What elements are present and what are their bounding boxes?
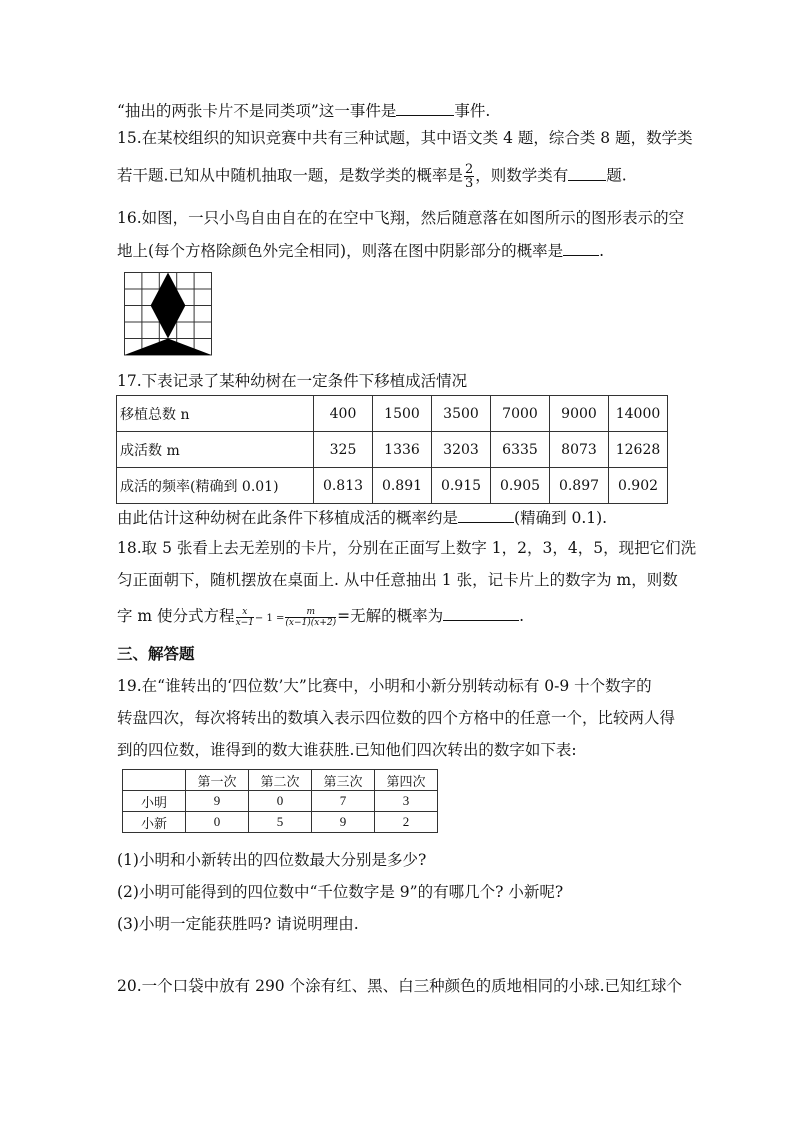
q18-text: 字 m 使分式方程: [117, 607, 235, 625]
fraction-denominator: (x−1)(x+2): [285, 617, 337, 628]
table-row: [117, 396, 668, 432]
row-label: 小明: [123, 791, 186, 812]
q18-line1: 18.取 5 张看上去无差别的卡片，分别在正面写上数字 1，2，3，4，5，现把它们洗: [117, 539, 697, 557]
table-cell: 1336: [373, 432, 432, 468]
q15-blank: [568, 166, 606, 181]
fraction-denominator: x−1: [235, 617, 254, 628]
q15-text-end: 题.: [606, 166, 627, 185]
q16-text-end: .: [599, 242, 605, 260]
q15-text-mid: ，则数学类有: [475, 166, 569, 185]
section-heading: 三、解答题: [117, 644, 195, 663]
table-row: [117, 468, 668, 504]
table-cell: 5: [249, 812, 312, 833]
q14-text-end: 事件.: [454, 102, 491, 120]
q18-line3: [117, 606, 524, 629]
q17-text: 由此估计这种幼树在此条件下移植成活的概率约是: [117, 509, 459, 527]
table-header-row: [123, 770, 438, 791]
row-label: 成活的频率(精确到 0.01): [117, 468, 314, 504]
q14-tail: [117, 101, 490, 121]
q19-sub2: (2)小明可能得到的四位数中“千位数字是 9”的有哪几个? 小新呢?: [117, 883, 564, 901]
table-cell: 8073: [550, 432, 609, 468]
q17-title: 17.下表记录了某种幼树在一定条件下移植成活情况: [117, 372, 468, 390]
table-cell: 0.915: [432, 468, 491, 504]
q15-fraction: [464, 163, 474, 190]
table-cell: 3500: [432, 396, 491, 432]
table-cell: 12628: [609, 432, 668, 468]
table-cell: 9: [186, 791, 249, 812]
table-row: [123, 791, 438, 812]
table-cell: 0.897: [550, 468, 609, 504]
table-row: [117, 432, 668, 468]
q16-grid-figure: [124, 272, 212, 356]
table-cell: 6335: [491, 432, 550, 468]
table-cell: 0: [186, 812, 249, 833]
fraction-numerator: m: [285, 607, 336, 618]
table-cell: 14000: [609, 396, 668, 432]
fraction-numerator: 2: [464, 162, 474, 177]
q15-line2: [117, 163, 627, 190]
row-label: 移植总数 n: [117, 396, 314, 432]
triangle-left: [125, 339, 169, 356]
q18-fraction-1: [236, 607, 254, 628]
q18-text-mid: =无解的概率为: [337, 607, 444, 625]
q20-line1: 20.一个口袋中放有 290 个涂有红、黑、白三种颜色的质地相同的小球.已知红球个: [117, 977, 683, 995]
table-cell: 0: [249, 791, 312, 812]
header-cell: [123, 770, 186, 791]
q17-after: [117, 508, 607, 528]
q16-line1: 16.如图，一只小鸟自由自在的在空中飞翔，然后随意落在如图所示的图形表示的空: [117, 209, 685, 227]
table-cell: 0.905: [491, 468, 550, 504]
q19-table: [122, 769, 438, 833]
table-cell: 9000: [550, 396, 609, 432]
table-cell: 7000: [491, 396, 550, 432]
table-cell: 0.891: [373, 468, 432, 504]
q15-line1: 15.在某校组织的知识竞赛中共有三种试题，其中语文类 4 题，综合类 8 题，数学类: [117, 129, 693, 147]
row-label: 成活数 m: [117, 432, 314, 468]
triangle-right: [168, 339, 212, 356]
q19-sub3: (3)小明一定能获胜吗? 请说明理由.: [117, 915, 359, 933]
q14-text: “抽出的两张卡片不是同类项”这一事件是: [117, 102, 397, 120]
header-cell: 第二次: [249, 770, 312, 791]
q17-text-end: (精确到 0.1).: [514, 509, 608, 527]
table-cell: 7: [312, 791, 375, 812]
q19-line2: 转盘四次，每次将转出的数填入表示四位数的四个方格中的任意一个，比较两人得: [117, 709, 676, 727]
q19-sub1: (1)小明和小新转出的四位数最大分别是多少?: [117, 851, 427, 869]
header-cell: 第一次: [186, 770, 249, 791]
fraction-denominator: 3: [464, 176, 474, 191]
q18-line2: 匀正面朝下，随机摆放在桌面上. 从中任意抽出 1 张，记卡片上的数字为 m，则数: [117, 571, 678, 589]
q16-blank: [563, 241, 599, 256]
q17-table: [116, 395, 668, 504]
table-cell: 1500: [373, 396, 432, 432]
table-cell: 325: [314, 432, 373, 468]
q18-minus-one: − 1 =: [254, 613, 285, 624]
q19-line3: 到的四位数，谁得到的数大谁获胜.已知他们四次转出的数字如下表:: [117, 741, 577, 759]
header-cell: 第三次: [312, 770, 375, 791]
table-cell: 9: [312, 812, 375, 833]
q17-blank: [458, 508, 514, 523]
q18-blank: [443, 606, 519, 621]
table-cell: 3: [375, 791, 438, 812]
q18-fraction-2: [285, 607, 336, 628]
table-row: [123, 812, 438, 833]
q14-blank: [396, 101, 454, 116]
q15-text: 若干题.已知从中随机抽取一题，是数学类的概率是: [117, 166, 463, 185]
kite-shape: [151, 273, 186, 339]
row-label: 小新: [123, 812, 186, 833]
table-cell: 0.813: [314, 468, 373, 504]
q16-line2: [117, 241, 604, 261]
fraction-numerator: x: [236, 607, 254, 618]
table-cell: 400: [314, 396, 373, 432]
q18-text-end: .: [519, 607, 525, 625]
table-cell: 3203: [432, 432, 491, 468]
table-cell: 2: [375, 812, 438, 833]
q16-text: 地上(每个方格除颜色外完全相同)，则落在图中阴影部分的概率是: [117, 242, 564, 260]
table-cell: 0.902: [609, 468, 668, 504]
q19-line1: 19.在“谁转出的‘四位数’大”比赛中，小明和小新分别转动标有 0-9 十个数字的: [117, 677, 652, 695]
header-cell: 第四次: [375, 770, 438, 791]
